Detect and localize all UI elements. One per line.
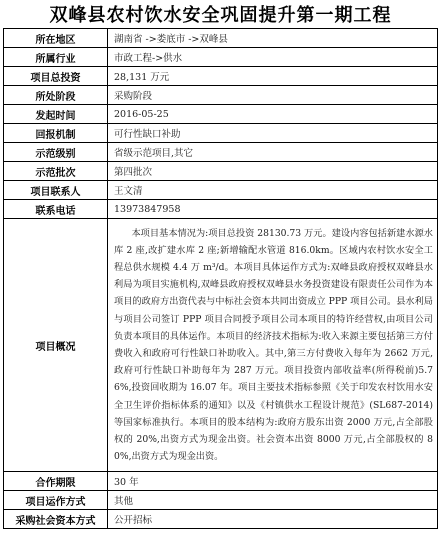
row-value-region: 湖南省 ->娄底市 ->双峰县 bbox=[108, 29, 438, 48]
row-label-cooperation-period: 合作期限 bbox=[4, 472, 108, 491]
row-label-total-investment: 项目总投资 bbox=[4, 67, 108, 86]
table-row-overview bbox=[4, 219, 438, 472]
table-row bbox=[4, 67, 438, 86]
row-label-overview: 项目概况 bbox=[4, 219, 108, 472]
row-value-cooperation-period: 30 年 bbox=[108, 472, 438, 491]
table-row bbox=[4, 200, 438, 219]
row-label-stage: 所处阶段 bbox=[4, 86, 108, 105]
row-value-total-investment: 28,131 万元 bbox=[108, 67, 438, 86]
row-label-contact: 项目联系人 bbox=[4, 181, 108, 200]
row-label-demo-batch: 示范批次 bbox=[4, 162, 108, 181]
table-row bbox=[4, 472, 438, 491]
row-label-region: 所在地区 bbox=[4, 29, 108, 48]
table-row bbox=[4, 162, 438, 181]
page-title: 双峰县农村饮水安全巩固提升第一期工程 bbox=[49, 5, 392, 26]
table-row bbox=[4, 510, 438, 529]
row-label-industry: 所属行业 bbox=[4, 48, 108, 67]
project-info-table bbox=[3, 28, 438, 529]
table-row bbox=[4, 86, 438, 105]
table-row bbox=[4, 124, 438, 143]
table-row bbox=[4, 48, 438, 67]
row-label-launch-date: 发起时间 bbox=[4, 105, 108, 124]
row-label-demo-level: 示范级别 bbox=[4, 143, 108, 162]
row-value-procurement-method: 公开招标 bbox=[108, 510, 438, 529]
row-label-procurement-method: 采购社会资本方式 bbox=[4, 510, 108, 529]
row-value-stage: 采购阶段 bbox=[108, 86, 438, 105]
row-value-return-mechanism: 可行性缺口补助 bbox=[108, 124, 438, 143]
row-label-return-mechanism: 回报机制 bbox=[4, 124, 108, 143]
row-value-phone: 13973847958 bbox=[108, 200, 438, 219]
table-row bbox=[4, 491, 438, 510]
row-value-operation-mode: 其他 bbox=[108, 491, 438, 510]
table-row bbox=[4, 143, 438, 162]
row-value-launch-date: 2016-05-25 bbox=[108, 105, 438, 124]
row-value-overview: 本项目基本情况为:项目总投资 28130.73 万元。建设内容包括新建水源水库 2 座,改扩建水库 2 座;新增输配水管道 816.0km。区域内农村饮水安全工程总供水规模 4.4 万 m³/d。本项目具体运作方式为:双峰县政府授权双峰县水利局为项目实施机构,双峰县政府授权双峰县水务投资建设有限责任公司作为本项目的政府方出资代表与中标社会资本共同出资成立 PPP 项目公司。县水利局与项目公司签订 PPP 项目合同授予项目公司本项目的特许经营权,由项目公司负责本项目的具体运作。本项目的经济技术指标为:收入来源主要包括第三方付费收入和政府可行性缺口补助收入。其中,第三方付费收入每年为 2662 万元,政府可行性缺口补助每年为 287 万元。项目投资内部收益率(所得税前)5.76%,投资回收期为 16.07 年。项目主要技术指标参照《关于印发农村饮用水安全卫生评价指标体系的通知》以及《村镇供水工程设计规范》(SL687-2014)等国家标准执行。本项目的股本结构为:政府方股东出资 2000 万元,占全部股权的 20%,出资方式为现金出资。社会资本出资 8000 万元,占全部股权的 80%,出资方式为现金出资。 bbox=[108, 219, 438, 472]
row-value-demo-level: 省级示范项目,其它 bbox=[108, 143, 438, 162]
row-value-contact: 王文清 bbox=[108, 181, 438, 200]
table-row bbox=[4, 29, 438, 48]
row-value-industry: 市政工程->供水 bbox=[108, 48, 438, 67]
table-row bbox=[4, 105, 438, 124]
row-label-operation-mode: 项目运作方式 bbox=[4, 491, 108, 510]
row-value-demo-batch: 第四批次 bbox=[108, 162, 438, 181]
table-row bbox=[4, 181, 438, 200]
row-label-phone: 联系电话 bbox=[4, 200, 108, 219]
